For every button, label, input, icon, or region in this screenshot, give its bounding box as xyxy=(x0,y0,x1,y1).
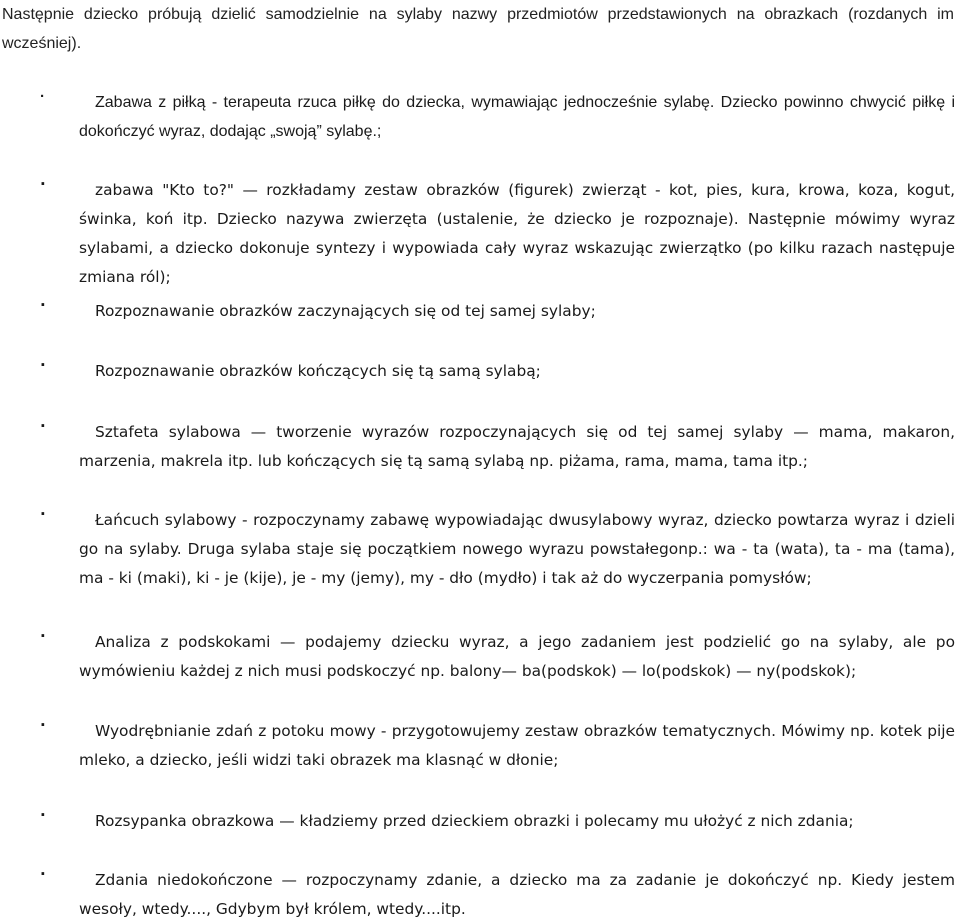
list-item-text: zabawa "Kto to?" — rozkładamy zestaw obrazków (figurek) zwierząt - kot, pies, kura, krowa, koza, kogut, świnka, koń itp. Dziecko nazywa zwierzęta (ustalenie, że dziecko je rozpoznaje). Następnie mówimy wyraz sylabami, a dziecko dokonuje syntezy i wypowiada cały wyraz wskazując zwierzątko (po kilku razach następuje zmiana ról); xyxy=(79,181,955,286)
list-item-text: Wyodrębnianie zdań z potoku mowy - przygotowujemy zestaw obrazków tematycznych. Mówimy np. kotek pije mleko, a dziecko, jeśli widzi taki obrazek ma klasnąć w dłonie; xyxy=(79,722,955,769)
bullet: · xyxy=(40,505,46,523)
list-item xyxy=(0,807,955,836)
bullet: · xyxy=(40,175,46,193)
list-item-text: Zabawa z piłką - terapeuta rzuca piłkę do dziecka, wymawiając jednocześnie sylabę. Dziecko powinno chwycić piłkę i dokończyć wyraz, dodając „swoją” sylabę.; xyxy=(79,94,955,140)
bullet: · xyxy=(40,716,46,734)
list-item xyxy=(0,717,955,775)
list-item xyxy=(0,418,955,476)
bullet: · xyxy=(40,865,46,883)
list-item-text: Rozpoznawanie obrazków kończących się tą samą sylabą; xyxy=(95,362,541,380)
list-item xyxy=(0,357,955,386)
bullet: · xyxy=(40,356,46,374)
list-item-text: Sztafeta sylabowa — tworzenie wyrazów rozpoczynających się od tej samej sylaby — mama, makaron, marzenia, makrela itp. lub kończących się tą samą sylabą np. piżama, rama, mama, tama itp.; xyxy=(79,423,955,470)
bullet: · xyxy=(40,296,46,314)
list-item xyxy=(0,88,955,146)
list-item-text: Zdania niedokończone — rozpoczynamy zdanie, a dziecko ma za zadanie je dokończyć np. Kiedy jestem wesoły, wtedy...., Gdybym był królem, wtedy....itp. xyxy=(79,871,955,918)
bullet: · xyxy=(40,417,46,435)
list-item-text: Rozsypanka obrazkowa — kładziemy przed dzieckiem obrazki i polecamy mu ułożyć z nich zdania; xyxy=(95,812,854,830)
bullet: · xyxy=(40,88,45,105)
list-item-text: Analiza z podskokami — podajemy dziecku wyraz, a jego zadaniem jest podzielić go na sylaby, ale po wymówieniu każdej z nich musi podskoczyć np. balony— ba(podskok) — lo(podskok) — ny(podskok); xyxy=(79,633,955,680)
list-item xyxy=(0,866,955,924)
list-item xyxy=(0,506,955,593)
list-item-text: Rozpoznawanie obrazków zaczynających się od tej samej sylaby; xyxy=(95,302,596,320)
list-item-text: Łańcuch sylabowy - rozpoczynamy zabawę wypowiadając dwusylabowy wyraz, dziecko powtarza wyraz i dzieli go na sylaby. Druga sylaba staje się początkiem nowego wyrazu powstałegonp.: wa - ta (wata), ta - ma (tama), ma - ki (maki), ki - je (kije), je - my (jemy), my - dło (mydło) i tak aż do wyczerpania pomysłów; xyxy=(79,511,955,587)
list-item xyxy=(0,176,955,292)
intro-paragraph: Następnie dziecko próbują dzielić samodzielnie na sylaby nazwy przedmiotów przedstawionych na obrazkach (rozdanych im wcześniej). xyxy=(2,6,954,52)
bullet: · xyxy=(40,806,46,824)
bullet: · xyxy=(40,627,46,645)
list-item xyxy=(0,628,955,686)
list-item xyxy=(0,297,955,326)
